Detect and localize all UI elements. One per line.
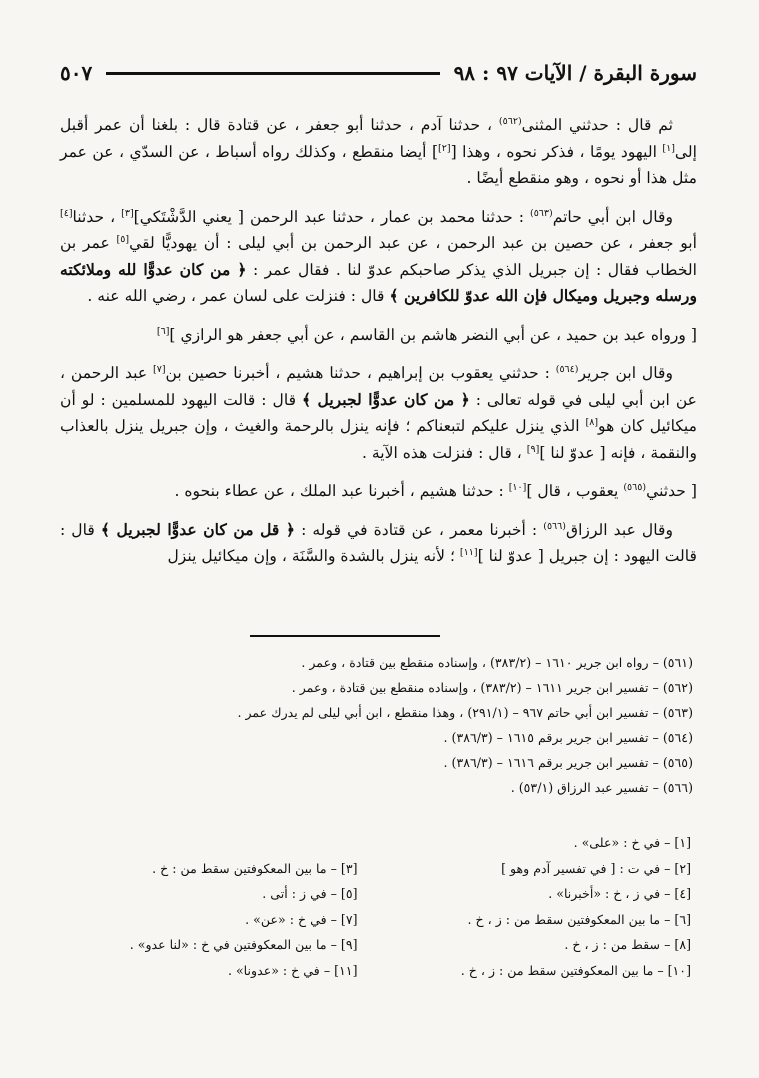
text-segment: وقال ابن أبي حاتم	[552, 207, 673, 226]
variant-notes	[60, 830, 697, 983]
text-segment: : حدثنا محمد بن عمار ، حدثنا عبد الرحمن [ يعني الدَّشْتَكي]	[133, 207, 530, 226]
reference-marker: (٥٦٣)	[529, 207, 553, 219]
main-text	[60, 112, 697, 582]
reference-marker: [١٠]	[508, 481, 527, 493]
variant-note: [٦] – ما بين المعكوفتين سقط من : ز ، خ .	[467, 911, 691, 927]
variant-note: [١٠] – ما بين المعكوفتين سقط من : ز ، خ .	[460, 962, 691, 978]
text-segment: ؛ لأنه ينزل بالشدة والسَّنَة ، وإن ميكائيل ينزل	[167, 547, 460, 565]
text-segment: قال : قالت اليهود : إن جبريل [ عدوّ لنا ]	[60, 520, 697, 565]
reference-marker: [٦]	[156, 325, 170, 337]
running-title: سورة البقرة / الآيات ٩٧ : ٩٨	[453, 61, 697, 85]
variant-note: [٨] – سقط من : ز ، خ .	[564, 937, 691, 952]
variant-note: [١١] – في خ : «عدونا» .	[227, 962, 358, 978]
footnote: (٥٦١) – رواه ابن جرير ١٦١٠ – (٣٨٣/٢) ، وإسناده منقطع بين قتادة ، وعمر .	[301, 655, 693, 670]
text-segment: قال : قالت اليهود للمسلمين : لو أن ميكائيل كان هو	[60, 390, 697, 435]
page-header	[60, 58, 697, 88]
reference-marker: [٧]	[153, 363, 166, 375]
variant-note: [٣] – ما بين المعكوفتين سقط من : خ .	[152, 860, 358, 876]
quran-quote: ﴿ قل من كان عدوًّا لجبريل ﴾	[100, 519, 296, 539]
quran-quote: ﴿ من كان عدوًّا لله وملائكته ورسله وجبريل وميكال فإن الله عدوّ للكافرين ﴾	[60, 259, 697, 305]
variant-note	[60, 830, 364, 856]
paragraph	[60, 112, 697, 192]
paragraph	[60, 204, 697, 310]
reference-marker: [١١]	[459, 546, 478, 558]
variant-note: [٧] – في خ : «عن» .	[245, 911, 358, 927]
page-number: ٥٠٧	[60, 61, 93, 85]
quran-quote: ﴿ من كان عدوًّا لجبريل ﴾	[301, 389, 470, 409]
text-segment: ، حدثنا	[72, 207, 122, 226]
text-segment: ] أيضا منقطع ، وكذلك رواه أسباط ، عن السدّي ، عن عمر مثل هذا أو نحوه ، وهو منقطع أيضًا .	[60, 142, 697, 187]
paragraph	[60, 517, 697, 570]
text-segment: [ ورواه عبد بن حميد ، عن أبي النضر هاشم بن القاسم ، عن أبي جعفر هو الرازي ]	[169, 325, 697, 344]
variant-note: [٤] – في ز ، خ : «أخبرنا» .	[548, 886, 691, 901]
footnote: (٥٦٣) – تفسير ابن أبي حاتم ٩٦٧ – (٢٩١/١) ، وهذا منقطع ، ابن أبي ليلى لم يدرك عمر .	[237, 705, 693, 720]
text-segment: ثم قال : حدثني المثنى	[521, 116, 673, 134]
paragraph	[60, 322, 697, 349]
reference-marker: (٥٦٤)	[555, 363, 579, 375]
reference-marker: [٨]	[585, 416, 599, 428]
text-segment: اليهود يومًا ، فذكر نحوه ، وهذا [	[450, 142, 663, 161]
reference-marker: (٥٦٢)	[498, 115, 522, 127]
text-segment: يعقوب ، قال ]	[526, 482, 624, 500]
variant-note: [٥] – في ز : أتى .	[262, 886, 358, 901]
reference-marker: (٥٦٥)	[623, 481, 647, 493]
text-segment: عبد الرحمن ، عن ابن أبي ليلى في قوله تعالى :	[60, 364, 697, 409]
text-segment: وقال ابن جرير	[578, 364, 673, 382]
paragraph	[60, 360, 697, 466]
reference-marker: [٩]	[526, 443, 540, 455]
text-segment: : حدثنا هشيم ، أخبرنا عبد الملك ، عن عطاء بنحوه .	[174, 482, 509, 500]
footnote: (٥٦٥) – تفسير ابن جرير برقم ١٦١٦ – (٣٨٦/٣) .	[443, 755, 693, 770]
footnote: (٥٦٦) – تفسير عبد الرزاق (٥٣/١) .	[510, 780, 693, 795]
footnote-separator	[250, 635, 440, 637]
header-rule	[106, 72, 439, 75]
footnotes	[60, 650, 697, 800]
variant-note: [٢] – في ت : [ في تفسير آدم وهو ]	[501, 860, 691, 876]
reference-marker: [٣]	[121, 207, 134, 219]
text-segment: قال : فنزلت على لسان عمر ، رضي الله عنه .	[87, 287, 390, 305]
reference-marker: [٤]	[60, 207, 73, 219]
paragraph	[60, 478, 697, 505]
text-segment: عمر بن الخطاب فقال : إن جبريل الذي يذكر صاحبكم عدوّ لنا . فقال عمر :	[60, 234, 697, 279]
footnote: (٥٦٢) – تفسير ابن جرير ١٦١١ – (٣٨٣/٢) ، وإسناده منقطع بين قتادة ، وعمر .	[291, 680, 693, 695]
text-segment: الذي ينزل عليكم لتبعناكم ؛ فإنه ينزل بالرحمة والغيث ، وإن جبريل ينزل بالعذاب والنقمة ، فإنه [ عدوّ لنا ]	[60, 417, 697, 462]
text-segment: أبو جعفر ، عن حصين بن عبد الرحمن ، عن عبد الرحمن بن أبي ليلى : أن يهوديًّا لقي	[129, 234, 697, 252]
footnote: (٥٦٤) – تفسير ابن جرير برقم ١٦١٥ – (٣٨٦/٣) .	[443, 730, 693, 745]
text-segment: : أخبرنا معمر ، عن قتادة في قوله :	[295, 520, 544, 539]
reference-marker: [١]	[662, 142, 675, 154]
variant-note: [١] – في خ : «على» .	[573, 835, 691, 850]
variant-note: [٩] – ما بين المعكوفتين في خ : «لنا عدو» .	[129, 937, 358, 952]
reference-marker: [٢]	[438, 142, 451, 154]
text-segment: ، قال : فنزلت هذه الآية .	[361, 443, 527, 462]
reference-marker: (٥٦٦)	[543, 520, 566, 532]
text-segment: : حدثني يعقوب بن إبراهيم ، حدثنا هشيم ، أخبرنا حصين بن	[165, 364, 556, 382]
reference-marker: [٥]	[116, 233, 130, 245]
text-segment: [ حدثني	[646, 482, 697, 500]
text-segment: ، حدثنا آدم ، حدثنا أبو جعفر ، عن قتادة قال : بلغنا أن عمر أقبل إلى	[60, 116, 697, 161]
text-segment: وقال عبد الرزاق	[565, 520, 673, 539]
